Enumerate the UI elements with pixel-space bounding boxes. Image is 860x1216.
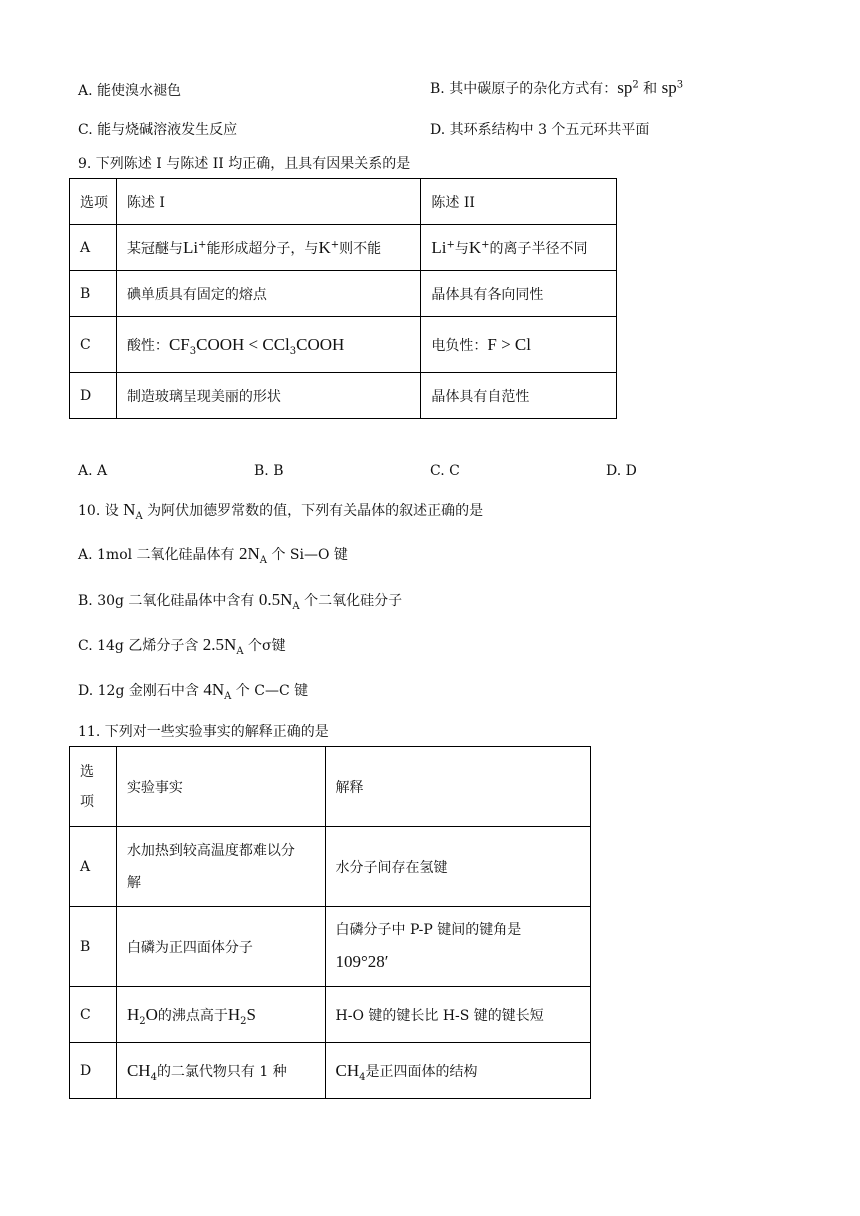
table-row — [70, 317, 617, 373]
q9-stem: 9. 下列陈述 I 与陈述 II 均正确，且具有因果关系的是 — [78, 156, 411, 172]
q11-row-b-label: B — [70, 907, 117, 987]
q11-row-b-fact: 白磷为正四面体分子 — [116, 907, 325, 987]
q8-option-c: C. 能与烧碱溶液发生反应 — [78, 122, 238, 138]
q9-header-statement2: 陈述 II — [421, 179, 617, 225]
q9-header-statement1: 陈述 I — [116, 179, 420, 225]
q10-option-a: A. 1mol 二氧化硅晶体有 $2N_A$ 个 Si—O 键 — [78, 544, 348, 566]
q10-option-d: D. 12g 金刚石中含 $4N_A$ 个 C—C 键 — [78, 680, 309, 702]
q8-option-a: A. 能使溴水褪色 — [78, 83, 182, 99]
q11-header-fact: 实验事实 — [116, 747, 325, 827]
table-row — [70, 907, 591, 987]
q11-row-c-label: C — [70, 987, 117, 1043]
q11-row-c-explanation: H-O 键的键长比 H-S 键的键长短 — [325, 987, 591, 1043]
q9-row-c-s2: 电负性：F > Cl — [421, 317, 617, 373]
q11-row-d-explanation: $CH_4$是正四面体的结构 — [325, 1043, 591, 1099]
table-row — [70, 827, 591, 907]
q11-row-b-explanation: 白磷分子中 P-P 键间的键角是 109°28′ — [325, 907, 591, 987]
q11-row-d-label: D — [70, 1043, 117, 1099]
q9-answer-b: B. B — [254, 463, 284, 479]
q9-row-c-s1: 酸性：$CF_3COOH$ < CCl$_3$COOH — [116, 317, 420, 373]
q9-row-d-s2: 晶体具有自范性 — [421, 373, 617, 419]
q10-option-c: C. 14g 乙烯分子含 $2.5N_A$ 个σ键 — [78, 635, 286, 657]
q11-row-d-fact: $CH_4$的二氯代物只有 1 种 — [116, 1043, 325, 1099]
q9-row-d-label: D — [70, 373, 117, 419]
q10-option-b: B. 30g 二氧化硅晶体中含有 $0.5N_A$ 个二氧化硅分子 — [78, 590, 403, 612]
q9-row-b-label: B — [70, 271, 117, 317]
q11-header-option: 选 项 — [70, 747, 117, 827]
q11-stem: 11. 下列对一些实验事实的解释正确的是 — [78, 724, 329, 740]
q11-row-a-label: A — [70, 827, 117, 907]
q11-row-a-explanation: 水分子间存在氢键 — [325, 827, 591, 907]
q9-answer-c: C. C — [430, 463, 460, 479]
table-row — [70, 179, 617, 225]
q9-row-c-label: C — [70, 317, 117, 373]
table-row — [70, 987, 591, 1043]
q11-row-c-fact: $H_2O$的沸点高于$H_2S$ — [116, 987, 325, 1043]
q9-row-a-s2: Li+与K+的离子半径不同 — [421, 225, 617, 271]
table-row — [70, 747, 591, 827]
table-row — [70, 1043, 591, 1099]
q9-row-b-s1: 碘单质具有固定的熔点 — [116, 271, 420, 317]
q11-row-a-fact: 水加热到较高温度都难以分 解 — [116, 827, 325, 907]
table-row — [70, 225, 617, 271]
q9-answer-d: D. D — [606, 463, 637, 479]
q10-stem: 10. 设 $N_A$ 为阿伏加德罗常数的值，下列有关晶体的叙述正确的是 — [78, 500, 484, 522]
q9-header-option: 选项 — [70, 179, 117, 225]
q9-answer-a: A. A — [78, 463, 108, 479]
q9-table — [69, 178, 617, 419]
q9-row-b-s2: 晶体具有各向同性 — [421, 271, 617, 317]
q9-row-a-s1: 某冠醚与Li+能形成超分子，与K+则不能 — [116, 225, 420, 271]
q9-row-d-s1: 制造玻璃呈现美丽的形状 — [116, 373, 420, 419]
q8-option-b: B. 其中碳原子的杂化方式有：$sp^2$ 和 $sp^3$ — [430, 78, 684, 97]
q11-table — [69, 746, 591, 1099]
table-row — [70, 373, 617, 419]
q8-option-d: D. 其环系结构中 3 个五元环共平面 — [430, 122, 650, 138]
q9-row-a-label: A — [70, 225, 117, 271]
table-row — [70, 271, 617, 317]
q11-header-explanation: 解释 — [325, 747, 591, 827]
